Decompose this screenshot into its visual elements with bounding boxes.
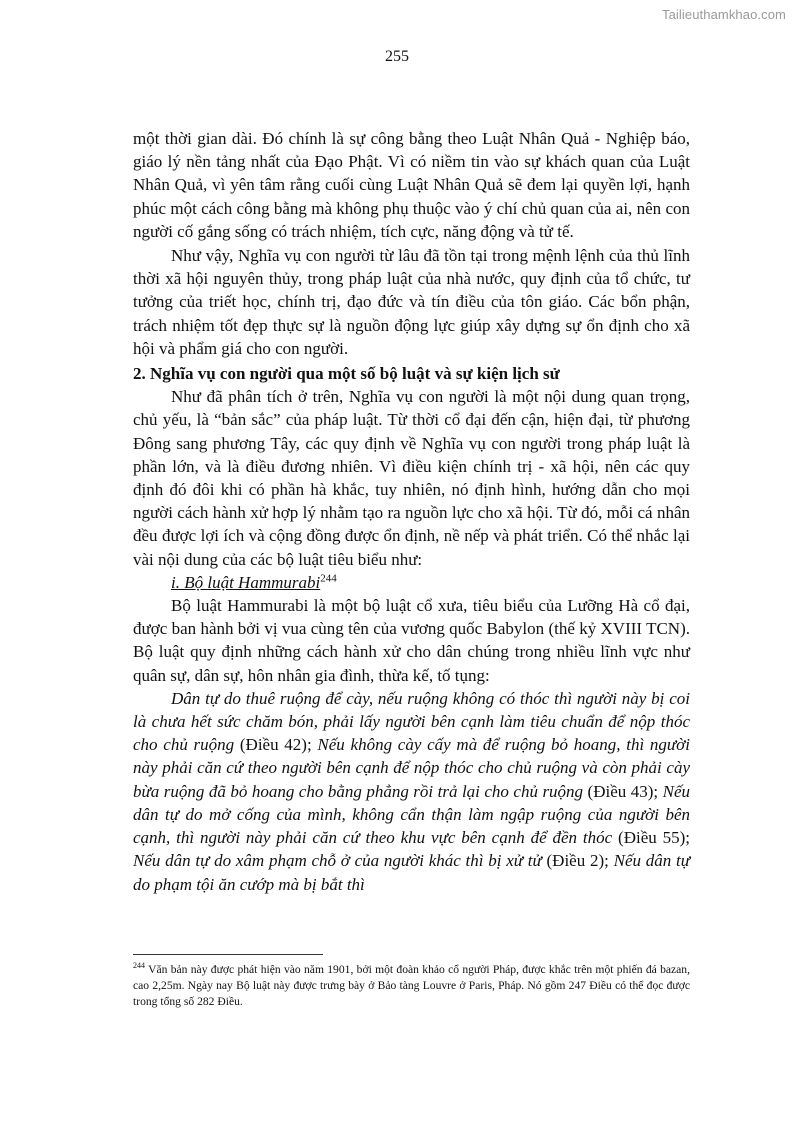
quote-segment: Dân tự do thuê ruộng để cày, nếu ruộng không có thóc thì người này bị coi là chưa hết sức chăm bón, phải lấy người bên cạnh làm tiêu chuẩn để nộp thóc cho chủ ruộng (133, 688, 690, 755)
footnote-text: Văn bản này được phát hiện vào năm 1901, bởi một đoàn khảo cổ người Pháp, được khắc trên một phiến đá bazan, cao 2,25m. Ngày nay Bộ luật này được trưng bày ở Bảo tàng Louvre ở Paris, Pháp. Nó gồm 247 Điều có thể đọc được trong tổng số 282 Điều. (133, 963, 690, 1008)
quote-segment: Nếu không cày cấy mà để ruộng bỏ hoang, thì người này phải căn cứ theo người bên cạnh để nộp thóc cho chủ ruộng và còn phải cày bừa ruộng đã bỏ hoang cho bằng phẳng rồi trả lại cho chủ ruộng (133, 735, 690, 801)
article-ref: (Điều 42); (234, 735, 318, 755)
footnote-reference: 244 (320, 572, 337, 585)
watermark: Tailieuthamkhao.com (661, 7, 786, 22)
page-body (133, 127, 690, 896)
page-number: 255 (385, 48, 409, 65)
subsection-heading (133, 571, 690, 594)
article-ref: (Điều 55); (612, 828, 690, 848)
footnote (133, 962, 690, 1010)
section-heading: 2. Nghĩa vụ con người qua một số bộ luật và sự kiện lịch sử (133, 364, 560, 384)
paragraph-3: Như đã phân tích ở trên, Nghĩa vụ con người là một nội dung quan trọng, chủ yếu, là “bản sắc” của pháp luật. Từ thời cổ đại đến cận, hiện đại, từ phương Đông sang phương Tây, các quy định về Nghĩa vụ con người trong pháp luật là phần lớn, và là điều đương nhiên. Vì điều kiện chính trị - xã hội, nên các quy định đó đôi khi có phần hà khắc, tuy nhiên, nó định hình, hướng dẫn cho mọi người cách hành xử hợp lý nhằm tạo ra nguồn lực cho xã hội. Từ đó, mỗi cá nhân đều được lợi ích và cộng đồng được ổn định, nề nếp và phát triển. Có thể nhắc lại vài nội dung của các bộ luật tiêu biểu như: (133, 387, 690, 569)
paragraph-2: Như vậy, Nghĩa vụ con người từ lâu đã tồn tại trong mệnh lệnh của thủ lĩnh thời xã hội nguyên thủy, trong pháp luật của nhà nước, quy định của tổ chức, tư tưởng của triết học, chính trị, đạo đức và tín điều của tôn giáo. Các bổn phận, trách nhiệm tốt đẹp thực sự là nguồn động lực giúp xây dựng sự ổn định cho xã hội và phẩm giá cho con người. (133, 246, 690, 358)
paragraph-4: Bộ luật Hammurabi là một bộ luật cổ xưa, tiêu biểu của Lưỡng Hà cổ đại, được ban hành bởi vị vua cùng tên của vương quốc Babylon (thế kỷ XVIII TCN). Bộ luật quy định những cách hành xử cho dân chúng trong nhiều lĩnh vực như quân sự, dân sự, hôn nhân gia đình, thừa kế, tố tụng: (133, 596, 690, 685)
quote-segment: Nếu dân tự do phạm tội ăn cướp mà bị bắt thì (133, 851, 690, 894)
paragraph-1: một thời gian dài. Đó chính là sự công bằng theo Luật Nhân Quả - Nghiệp báo, giáo lý nền tảng nhất của Đạo Phật. Vì có niềm tin vào sự khách quan của Luật Nhân Quả, vì yên tâm rằng cuối cùng Luật Nhân Quả sẽ đem lại quyền lợi, hạnh phúc một cách công bằng mà không phụ thuộc vào ý chí chủ quan của ai, nên con người cố gắng sống có trách nhiệm, tích cực, năng động và tử tế. (133, 129, 690, 241)
article-ref: (Điều 43); (583, 781, 663, 801)
article-ref: (Điều 2); (541, 851, 614, 871)
quote-segment: Nếu dân tự do xâm phạm chỗ ở của người khác thì bị xử tử (133, 851, 542, 871)
subsection-title: i. Bộ luật Hammurabi (171, 572, 321, 592)
quote-segment: Nếu dân tự do mở cống của mình, không cẩn thận làm ngập ruộng của người bên cạnh, thì người này phải căn cứ theo khu vực bên cạnh để đền thóc (133, 781, 690, 848)
footnote-number: 244 (133, 961, 145, 971)
legal-quote (133, 687, 690, 896)
footnote-divider (133, 954, 323, 955)
